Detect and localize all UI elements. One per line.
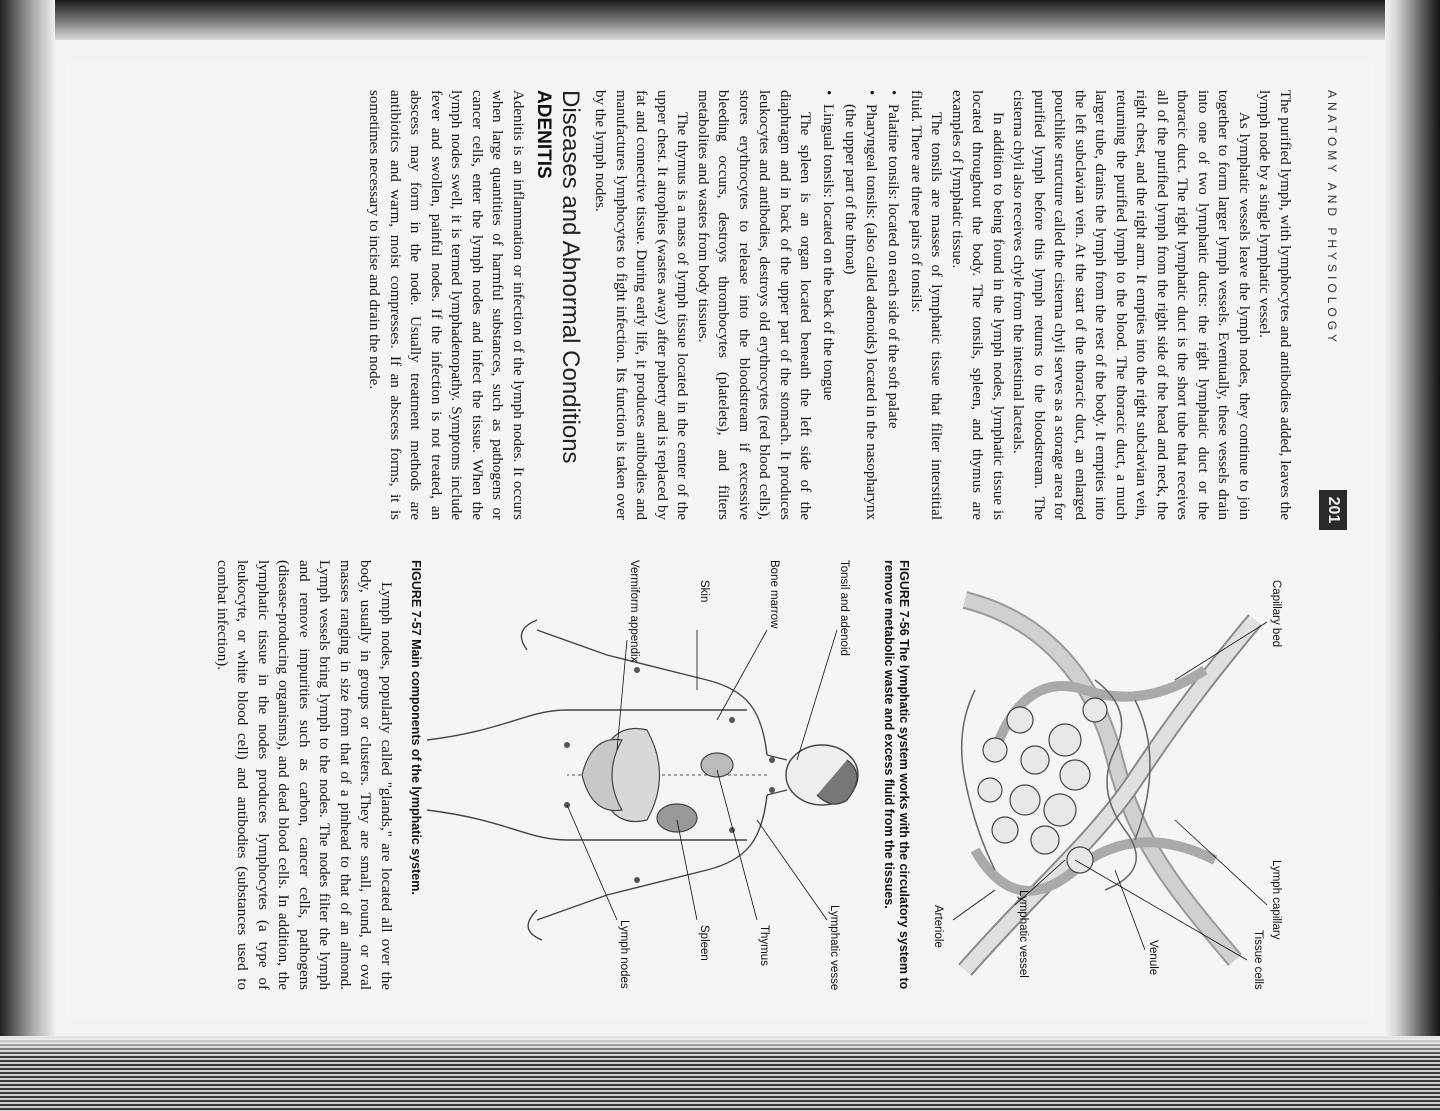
paragraph: Lymph nodes, popularly called "glands," are located all over the body, usually in groups or clusters. They are small, round, or oval masses ranging in size from that of a pinhead to that of an almond. Lymph vessels bring lymph to the nodes. The nodes filter the lymph and remove impurities such as carbon, cancer cells, pathogens (disease-producing organisms), and dead blood cells. In addition, the lymphatic tissue in the nodes produces lymphocytes (a type of leukocyte, or white blood cell) and antibodies (substances used to combat infection).	[214, 560, 394, 990]
list-item: • Palatine tonsils: located on each side of the soft palate	[883, 90, 904, 520]
label-thymus: Thymus	[758, 925, 770, 966]
book-spine-shadow	[1385, 0, 1440, 1111]
subsection-title: ADENITIS	[533, 90, 554, 179]
label-venule: Venule	[1147, 940, 1159, 976]
paragraph: The tonsils are masses of lymphatic tissue that filter interstitial fluid. There are three pairs of tonsils:	[908, 90, 945, 520]
section-title: Diseases and Abnormal Conditions	[557, 90, 584, 464]
paragraph: The spleen is an organ located beneath the left side of the diaphragm and in back of the upper part of the stomach. It produces leukocytes and antibodies, destroys old erythrocytes (red blood cells), stores erythrocytes to release into the bloodstream if excessive bleeding occurs, destroys thrombocytes (platelets), and filters metabolites and wastes from body tissues.	[695, 90, 814, 520]
label-skin: Skin	[698, 580, 710, 603]
figure-caption: FIGURE 7-56 The lymphatic system works with the circulatory system to remove metabolic waste and excess fluid from the tissues.	[882, 560, 911, 990]
figure-column-right	[212, 560, 1296, 990]
label-arteriole: Arteriole	[932, 905, 944, 948]
label-lymphatic-vessels: Lymphatic vessels	[828, 905, 840, 990]
list-item: • Lingual tonsils: located on the back of the tongue	[818, 90, 839, 520]
figure-7-57	[427, 560, 867, 990]
capillary-bed-illustration	[915, 560, 1295, 990]
label-lymph-capillary: Lymph capillary	[1270, 860, 1282, 940]
paragraph: As lymphatic vessels leave the lymph nodes, they continue to join together to form larger lymph vessels. Eventually, these vessels drain into one of two lymphatic ducts: the right lymphatic duct or the thoracic duct. The right lymphatic duct is the short tube that receives all of the purified lymph from the right side of the head and neck, the right chest, and the right arm. It empties into the right subclavian vein, returning the purified lymph to the blood. The thoracic duct, a much larger tube, drains the lymph from the rest of the body. It empties into the left subclavian vein. At the start of the thoracic duct, an enlarged pouchlike structure called the cisterna chyli serves as a storage area for purified lymph before this lymph returns to the bloodstream. The cisterna chyli also receives chyle from the intestinal lacteals.	[1010, 90, 1252, 520]
label-spleen: Spleen	[698, 925, 710, 961]
lymphatic-system-illustration	[427, 560, 867, 990]
figure-7-56	[915, 560, 1295, 990]
running-head: ANATOMY AND PHYSIOLOGY	[1325, 90, 1339, 347]
tonsil-list	[818, 90, 904, 520]
text-column-left	[364, 90, 1295, 520]
page-number: 201	[1319, 490, 1347, 530]
paragraph: The thymus is a mass of lymph tissue located in the center of the upper chest. It atrophies (wastes away) after puberty and is replaced by fat and connective tissue. During early life, it produces antibodies and manufactures lymphocytes to fight infection. Its function is taken over by the lymph nodes.	[592, 90, 691, 520]
label-bone-marrow: Bone marrow	[768, 560, 780, 629]
list-item: • Pharyngeal tonsils: (also called adenoids) located in the nasopharynx (the upper part of the throat)	[840, 90, 881, 520]
paragraph: The purified lymph, with lymphocytes and antibodies added, leaves the lymph node by a single lymphatic vessel.	[1256, 90, 1293, 520]
label-tissue-cells: Tissue cells	[1252, 930, 1264, 990]
page-area	[55, 40, 1385, 1040]
label-capillary-bed: Capillary bed	[1270, 580, 1282, 648]
paragraph: In addition to being found in the lymph nodes, lymphatic tissue is located throughout the body. The tonsils, spleen, and thymus are examples of lymphatic tissue.	[949, 90, 1006, 520]
label-lymphatic-vessel: Lymphatic vessel	[1017, 890, 1029, 978]
figure-caption: FIGURE 7-57 Main components of the lymphatic system.	[409, 560, 423, 895]
label-lymph-nodes: Lymph nodes	[618, 920, 630, 989]
scan-shadow-top	[0, 0, 1440, 40]
page-edges	[0, 1036, 1440, 1111]
label-tonsil-adenoid: Tonsil and adenoid	[838, 560, 850, 656]
paragraph: Adenitis is an inflammation or infection of the lymph nodes. It occurs when large quantities of harmful substances, such as pathogens or cancer cells, enter the lymph nodes and infect the tissue. When the lymph nodes swell, it is termed lymphadenopathy. Symptoms include fever and swollen, painful nodes. If the infection is not treated, an abscess may form in the node. Usually treatment methods are antibiotics and warm, moist compresses. If an abscess forms, it is sometimes necessary to incise and drain the node.	[366, 90, 526, 520]
rotated-page	[65, 60, 1375, 1020]
label-vermiform-appendix: Vermiform appendix	[628, 560, 640, 663]
scan-shadow-left	[0, 0, 55, 1111]
